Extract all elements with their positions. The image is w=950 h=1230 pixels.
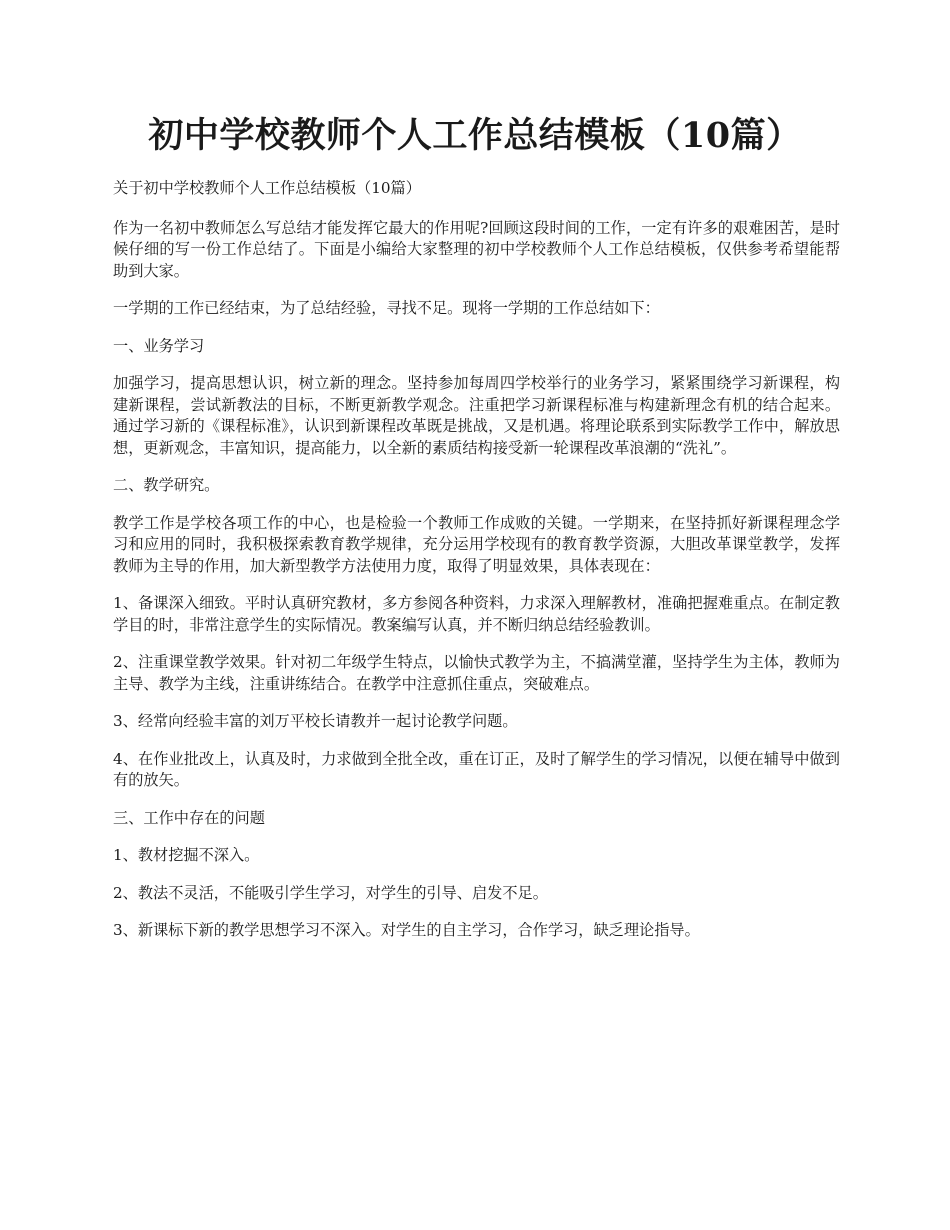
teaching-research-paragraph: 教学工作是学校各项工作的中心，也是检验一个教师工作成败的关键。一学期来，在坚持抓好新课程理念学习和应用的同时，我积极探索教育教学规律，充分运用学校现有的教育教学资源，大胆改革课堂教学，发挥教师为主导的作用，加大新型教学方法使用力度，取得了明显效果，具体表现在：	[113, 513, 840, 575]
intro-paragraph: 作为一名初中教师怎么写总结才能发挥它最大的作用呢?回顾这段时间的工作，一定有许多的艰难困苦，是时候仔细的写一份工作总结了。下面是小编给大家整理的初中学校教师个人工作总结模板，仅供参考希望能帮助到大家。	[113, 218, 840, 280]
section-heading-teaching-research: 二、教学研究。	[113, 476, 220, 494]
summary-lead-paragraph: 一学期的工作已经结束，为了总结经验，寻找不足。现将一学期的工作总结如下：	[113, 299, 660, 317]
list-item: 2、教法不灵活，不能吸引学生学习，对学生的引导、启发不足。	[113, 883, 548, 902]
list-item: 2、注重课堂教学效果。针对初二年级学生特点，以愉快式教学为主，不搞满堂灌，坚持学生为主体，教师为主导、教学为主线，注重讲练结合。在教学中注意抓住重点，突破难点。	[113, 653, 840, 693]
section-heading-business-study: 一、业务学习	[113, 336, 205, 355]
list-item: 1、教材挖掘不深入。	[113, 846, 260, 864]
list-item: 3、经常向经验丰富的刘万平校长请教并一起讨论教学问题。	[113, 712, 518, 730]
document-subtitle: 关于初中学校教师个人工作总结模板（10篇）	[113, 179, 421, 197]
list-item: 3、新课标下新的教学思想学习不深入。对学生的自主学习，合作学习，缺乏理论指导。	[113, 921, 700, 939]
document-title: 初中学校教师个人工作总结模板（10篇）	[148, 115, 802, 156]
list-item: 1、备课深入细致。平时认真研究教材，多方参阅各种资料，力求深入理解教材，准确把握难重点。在制定教学目的时，非常注意学生的实际情况。教案编写认真，并不断归纳总结经验教训。	[113, 594, 840, 634]
section-heading-problems: 三、工作中存在的问题	[113, 808, 265, 827]
list-item: 4、在作业批改上，认真及时，力求做到全批全改，重在订正，及时了解学生的学习情况，以便在辅导中做到有的放矢。	[113, 749, 840, 789]
document-body	[113, 178, 840, 958]
business-study-paragraph: 加强学习，提高思想认识，树立新的理念。坚持参加每周四学校举行的业务学习，紧紧围绕学习新课程，构建新课程，尝试新教法的目标，不断更新教学观念。注重把学习新课程标准与构建新理念有机的结合起来。通过学习新的《课程标准》，认识到新课程改革既是挑战，又是机遇。将理论联系到实际教学工作中，解放思想，更新观念，丰富知识，提高能力，以全新的素质结构接受新一轮课程改革浪潮的“洗礼”。	[113, 374, 840, 457]
